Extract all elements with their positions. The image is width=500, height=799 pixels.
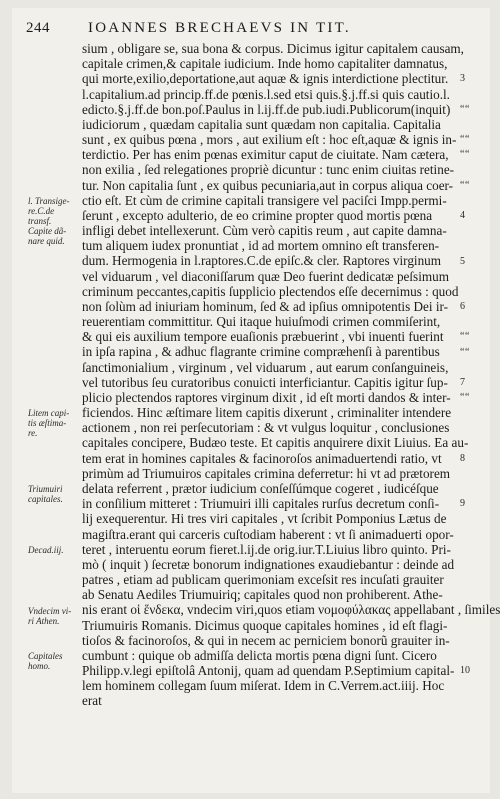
text-line: tioſos & facinoroſos, & qui in necem ac perniciem bonorũ grauiter in- [82,632,450,648]
right-margin-mark: 5 [460,255,465,267]
right-margin-mark: 4 [460,209,465,221]
text-line: tem erat in homines capitales & facinoroſos animaduertendi ratio, vt [82,450,442,466]
margin-note [28,545,82,555]
text-line: Philipp.v.legi epiſtolâ Antonij, quam ad quendam P.Septimium capital- [82,663,455,679]
right-margin-mark: 3 [460,73,465,85]
page-number: 244 [26,20,50,36]
text-line: criminum peccantes,capitis ſupplicio plectendos eſſe decernimus : quod [82,283,459,299]
right-margin-mark: “ “ [460,346,469,358]
text-line: dum. Hermogenia in l.raptores.C.de epiſc.& cler. Raptores virginum [82,253,442,269]
text-line: capitale crimen,& capitale iudicium. Inde homo capitaliter damnatus, [82,56,448,72]
text-line: qui morte,exilio,deportatione,aut aquæ & ignis interdictione plectitur. [82,71,449,87]
margin-note-line: l. Transige- [28,195,70,206]
text-line: lij exequerentur. Hi tres viri capitales , vt ſcribit Pomponius Lætus de [82,511,447,527]
text-line: sium , obligare se, sua bona & corpus. Dicimus igitur capitalem causam, [82,41,464,56]
text-line: l.capitalium.ad princip.ff.de pœnis.l.sed etsi quis.§.j.ff.si quis cautio.l. [82,86,450,102]
text-line: actionem , non rei perſecutoriam : & vt vulgus loquitur , conclusiones [82,420,450,436]
text-line: vel tutoribus ſeu curatoribus conuicti interficiantur. Capitis igitur ſup- [82,374,448,390]
text-line: patres , etiam ad publicam querimoniam exceſsit res incuſati grauiter [82,572,444,588]
text-line: ab Senatu Aediles Triumuiriq; capitales quod non prohiberent. Athe- [82,587,443,603]
margin-note [28,484,82,504]
text-line: infligi debet intellexerunt. Cùm verò capitis reum , aut capite damna- [82,223,447,239]
margin-note-line: tis æſtima- [28,418,67,429]
margin-note-line: Capite dã- [28,226,67,237]
right-margin-mark: 10 [460,665,470,677]
right-margin-mark: 8 [460,452,465,464]
text-line: erat [82,693,102,709]
text-line: edicto.§.j.ff.de bon.poſ.Paulus in l.ij.ff.de pub.iudi.Publicorum(inquit) [82,101,451,117]
text-line: mò ( inquit ) ſecretæ bonorum indignationes exaudiebantur : deinde ad [82,556,455,572]
text-line: tum aliquem iudex pronuntiat , id ad mortem omnino eſt transferen- [82,238,440,254]
text-line: non ſolùm ad iniuriam hominum, ſed & ad ipſius omnipotentis Dei ir- [82,298,449,314]
running-head: IOANNES BRECHAEVS IN TIT. [88,20,351,36]
right-margin-mark: “ “ [460,179,469,191]
text-line: magiſtra.erant qui carceris cuſtodiam haberent : vt ſi animaduerti opor- [82,526,454,542]
text-line: terdictio. Per has enim pœnas eximitur caput de ciuitate. Nam cætera, [82,147,449,163]
margin-note-line: ri Athen. [28,615,60,626]
margin-note-line: re.C.de [28,205,55,216]
margin-note-line: Decad.iij. [28,544,64,555]
margin-note-line: capitales. [28,494,63,505]
text-line: tur. Non capitalia ſunt , ex quibus pecuniaria,aut in corpus aliqua coer- [82,177,454,193]
margin-note [28,606,82,626]
right-margin-mark: “ “ [460,103,469,115]
text-line: teret , interuentu eorum fieret.l.ij.de orig.iur.T.Liuius libro quinto. Pri- [82,541,451,557]
text-line: delata referrent , prætor iudicium conſeſſúmque cogeret , iudicéſque [82,480,439,496]
text-line: ctio eſt. Et cùm de crimine capitali transigere vel paciſci Impp.permi- [82,192,447,208]
right-margin-mark: “ “ [460,392,469,404]
text-line: iudiciorum , quædam capitalia sunt quædam non capitalia. Capitalia [82,116,441,132]
margin-note [28,408,82,438]
text-line: lem hominem collegam ſuum miſerat. Idem in C.Verrem.act.iiij. Hoc [82,678,445,694]
margin-note-line: Capitales [28,651,63,662]
text-line: ficiendos. Hinc æſtimare litem capitis dixerunt , criminaliter intendere [82,405,452,421]
margin-note-line: Triumuiri [28,484,63,495]
page-header [26,18,466,40]
right-margin-mark: 9 [460,498,465,510]
text-line: & qui eis auxilium tempore euaſionis præbuerint , vbi inuenti fuerint [82,329,444,345]
right-margin-mark: 6 [460,301,465,313]
text-line: sunt , ex quibus pœna , mors , aut exilium eſt : hoc eſt,aquæ & ignis in- [82,132,457,148]
text-line: vel viduarum , vel diaconiſſarum quæ Deo fuerint dedicatæ peſsimum [82,268,449,284]
margin-note-line: transf. [28,215,52,226]
text-line: nis erant οἱ ἕνδεκα, vndecim viri,quos etiam νομοφύλακας appellabant , ſimiles [82,602,500,618]
right-margin-mark: 7 [460,376,465,388]
text-line: ſanctimonialium , virginum , vel viduarum , aut earum conſanguineis, [82,359,449,375]
text-line: reuerentiam committitur. Qui itaque huiuſmodi crimen commiſerint, [82,314,441,330]
right-margin-mark: “ “ [460,331,469,343]
margin-note [28,651,82,671]
text-line: non exilia , ſed relegationes propriè dicuntur : tunc enim ciuitas retine- [82,162,455,178]
margin-note-line: Litem capi- [28,408,70,419]
margin-note-line: homo. [28,661,51,672]
text-line: ſerunt , excepto adulterio, de eo crimine propter quod mortis pœna [82,207,433,223]
text-line: Triumuiris Romanis. Dicimus quoque capitales homines , id eſt flagi- [82,617,448,633]
text-line: cumbunt : quique ob admiſſa delicta mortis pœna digni ſunt. Cicero [82,647,437,663]
text-line: plicio plectendos raptores virginum dixit , id eſt morti dandos & inter- [82,389,451,405]
text-line: primùm ad Triumuiros capitales crimina deferretur: hi vt ad prætorem [82,465,451,481]
margin-note-line: re. [28,428,38,439]
text-line: in conſilium mitteret : Triumuiri illi capitales rurſus decretum conſi- [82,496,440,512]
margin-note [28,196,82,226]
text-line: in ipſa rapina , & adhuc flagrante crimine compræhenſi à parentibus [82,344,440,360]
right-margin-mark: “ “ [460,134,469,146]
text-line: capitales concipere, Budæo teste. Et capitis anquirere dixit Liuius. Ea au- [82,435,469,451]
margin-note-line: nare quid. [28,236,65,247]
margin-note [28,226,82,246]
right-margin-mark: “ “ [460,149,469,161]
margin-note-line: Vndecim vi- [28,605,72,616]
